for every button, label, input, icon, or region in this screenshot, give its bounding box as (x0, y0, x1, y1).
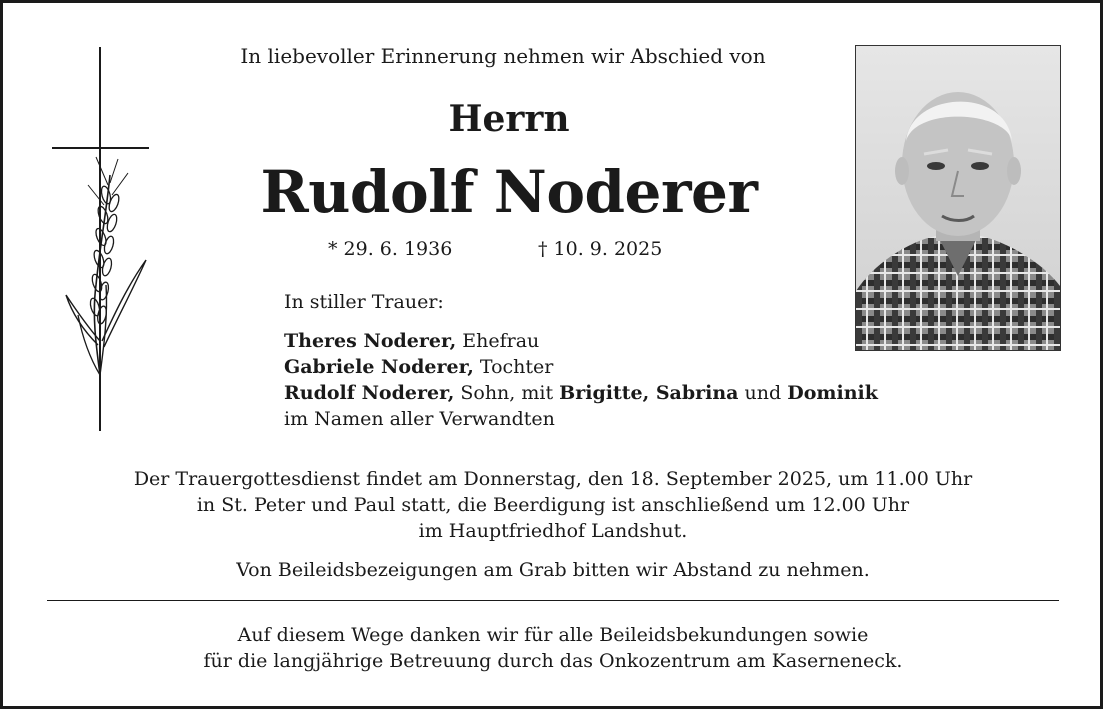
family-member-relation: Ehefrau (456, 330, 540, 352)
intro-line: In liebevoller Erinnerung nehmen wir Abschied von (240, 44, 766, 68)
grandchildren-names: Brigitte, Sabrina (559, 382, 739, 404)
condolence-wish: Von Beileidsbezeigungen am Grab bitten wir Abstand zu nehmen. (236, 559, 870, 581)
family-member (284, 354, 1004, 380)
thanks-text (23, 622, 1083, 674)
family-member-name: Gabriele Noderer, (284, 356, 474, 378)
salutation: Herrn (448, 98, 570, 140)
service-info (23, 466, 1083, 544)
relatives-line: im Namen aller Verwandten (284, 408, 555, 430)
portrait-illustration (856, 46, 1060, 350)
family-member-name: Rudolf Noderer, (284, 382, 455, 404)
family-member (284, 380, 1004, 406)
service-line: Der Trauergottesdienst findet am Donnerstag, den 18. September 2025, um 11.00 Uhr (133, 468, 973, 490)
service-line: im Hauptfriedhof Landshut. (418, 520, 688, 542)
grandchild-name: Dominik (787, 382, 878, 404)
family-member-relation: Tochter (473, 356, 554, 378)
cross-with-wheat-icon (48, 45, 158, 435)
divider (47, 600, 1059, 601)
thanks-line: Auf diesem Wege danken wir für alle Beileidsbekundungen sowie (237, 624, 869, 646)
birth-date: * 29. 6. 1936 (328, 238, 453, 260)
family-member-name: Theres Noderer, (284, 330, 457, 352)
mourning-heading: In stiller Trauer: (284, 291, 444, 313)
death-date: † 10. 9. 2025 (538, 238, 663, 260)
portrait-photo (855, 45, 1061, 351)
conjunction: und (738, 382, 788, 404)
thanks-line: für die langjährige Betreuung durch das Onkozentrum am Kaserneneck. (203, 650, 903, 672)
family-member-relation: Sohn, mit (454, 382, 560, 404)
deceased-name: Rudolf Noderer (260, 158, 758, 226)
service-line: in St. Peter und Paul statt, die Beerdigung ist anschließend um 12.00 Uhr (196, 494, 910, 516)
